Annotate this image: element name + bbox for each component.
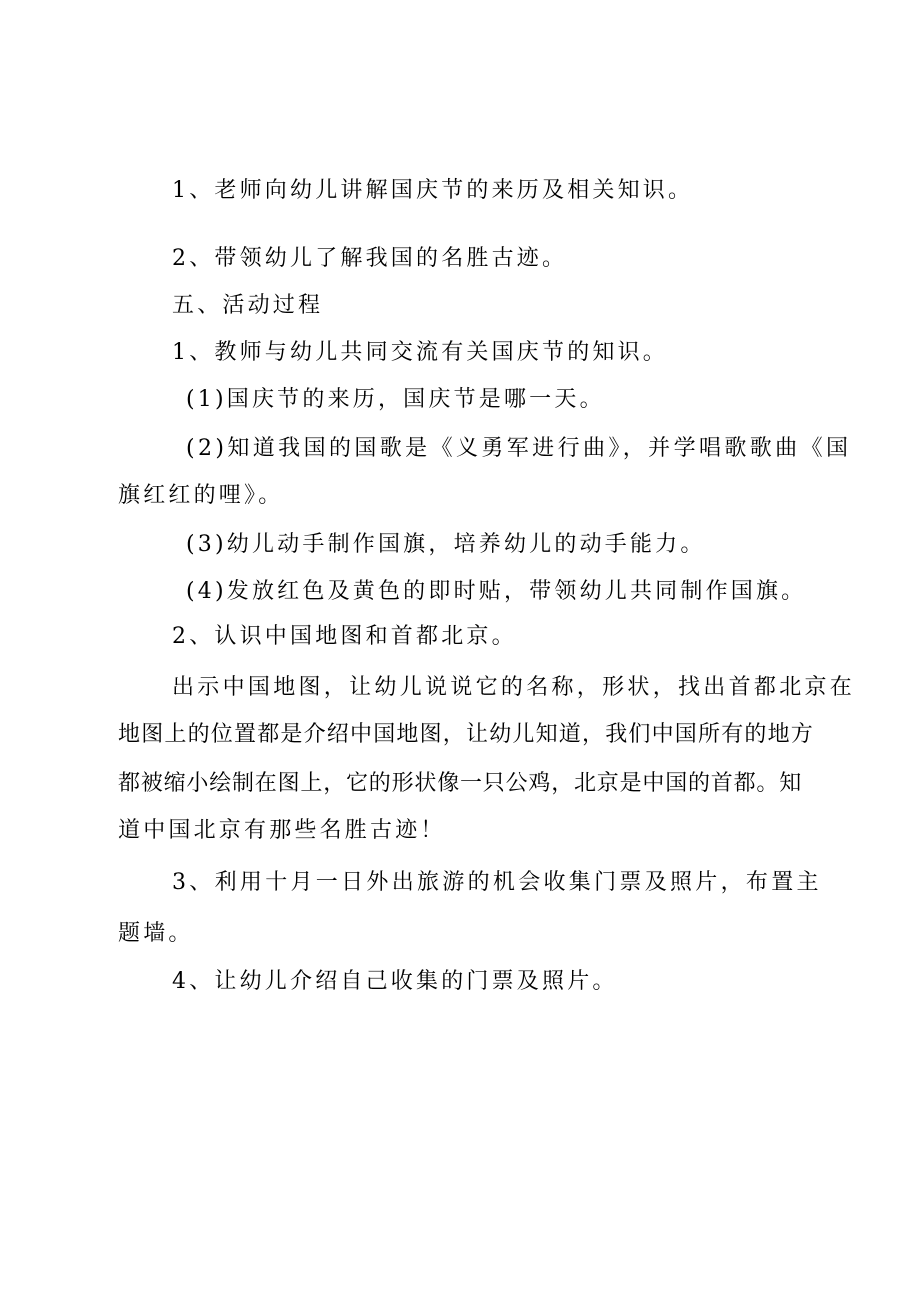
process-step-1: 1、教师与幼儿共同交流有关国庆节的知识。 bbox=[172, 340, 668, 365]
process-step-2: 2、认识中国地图和首都北京。 bbox=[172, 624, 517, 649]
substep-3: (3)幼儿动手制作国旗，培养幼儿的动手能力。 bbox=[186, 532, 706, 557]
substep-1: (1)国庆节的来历，国庆节是哪一天。 bbox=[186, 387, 605, 412]
substep-2-line-2: 旗红红的哩》。 bbox=[118, 483, 284, 508]
process-step-3-line-1: 3、利用十月一日外出旅游的机会收集门票及照片，布置主 bbox=[172, 870, 822, 895]
paragraph-line-1: 出示中国地图，让幼儿说说它的名称，形状，找出首都北京在 bbox=[172, 675, 856, 700]
section-heading: 五、活动过程 bbox=[172, 293, 324, 318]
substep-2-line-1: (2)知道我国的国歌是《义勇军进行曲》，并学唱歌歌曲《国 bbox=[186, 436, 852, 461]
substep-4: (4)发放红色及黄色的即时贴，带领幼儿共同制作国旗。 bbox=[186, 579, 807, 604]
paragraph-line-2: 地图上的位置都是介绍中国地图，让幼儿知道，我们中国所有的地方 bbox=[118, 722, 815, 747]
process-step-4: 4、让幼儿介绍自己收集的门票及照片。 bbox=[172, 969, 618, 994]
goal-item-1: 1、老师向幼儿讲解国庆节的来历及相关知识。 bbox=[172, 178, 694, 203]
process-step-3-line-2: 题墙。 bbox=[118, 921, 194, 946]
paragraph-line-4: 道中国北京有那些名胜古迹！ bbox=[118, 818, 446, 843]
paragraph-line-3: 都被缩小绘制在图上，它的形状像一只公鸡，北京是中国的首都。知 bbox=[118, 771, 803, 796]
goal-item-2: 2、带领幼儿了解我国的名胜古迹。 bbox=[172, 246, 568, 271]
